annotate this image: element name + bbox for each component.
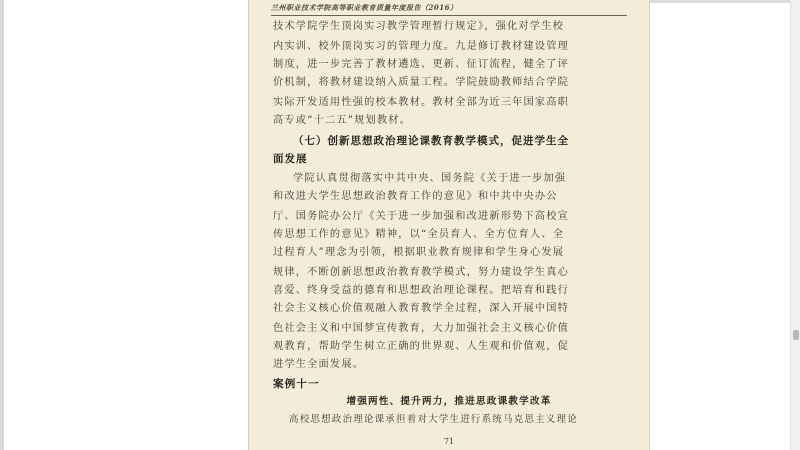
body-line: 价机制，将教材建设纳入质量工程。学院鼓励教师结合学院 (273, 77, 570, 88)
viewer-top-strip (650, 0, 790, 3)
vertical-scrollbar[interactable] (790, 0, 800, 450)
page-number: 71 (443, 437, 455, 446)
header-rule (271, 15, 627, 16)
running-header: 兰州职业技术学院高等职业教育质量年度报告（2016） (271, 3, 458, 12)
body-line: 学院认真贯彻落实中共中央、国务院《关于进一步加强 (293, 173, 567, 184)
body-line: 和改进大学生思想政治教育工作的意见》和中共中央办公 (273, 191, 558, 202)
body-line: 厅、国务院办公厅《关于进一步加强和改进新形势下高校宣 (273, 211, 570, 222)
body-line: 高专或“十二五”规划教材。 (273, 115, 412, 126)
body-line: 色社会主义和中国梦宣传教育，大力加强社会主义核心价值 (273, 323, 570, 334)
document-page (249, 0, 649, 450)
case-body-line: 高校思想政治理论课承担着对大学生进行系统马克思主义理论 (289, 414, 578, 425)
body-line: 社会主义核心价值观融入教育教学全过程，深入开展中国特 (273, 303, 570, 314)
body-line: 规律，不断创新思想政治教育教学模式，努力建设学生真心 (273, 267, 570, 278)
case-title: 增强两性、提升两力，推进思政课教学改革 (346, 396, 552, 407)
body-line: 观教育，帮助学生树立正确的世界观、人生观和价值观，促 (273, 341, 570, 352)
body-line: 过程育人”理念为引领，根据职业教育规律和学生身心发展 (273, 247, 565, 258)
section-heading: （七）创新思想政治理论课教育教学模式，促进学生全 (293, 135, 569, 147)
body-line: 实际开发适用性强的校本教材。教材全部为近三年国家高职 (273, 97, 570, 108)
body-line: 传思想工作的意见》精神，以“全员育人、全方位育人、全 (273, 229, 565, 240)
body-line: 进学生全面发展。 (273, 359, 365, 370)
case-label: 案例十一 (273, 378, 320, 390)
body-line: 喜爱、终身受益的德育和思想政治理论课程。把培育和践行 (273, 285, 570, 296)
body-line: 技术学院学生顶岗实习教学管理暂行规定》，强化对学生校 (273, 21, 564, 32)
scrollbar-thumb[interactable] (793, 330, 799, 340)
body-line: 内实训、校外顶岗实习的管理力度。九是修订教材建设管理 (273, 41, 570, 52)
section-heading-cont: 面发展 (273, 153, 308, 165)
body-line: 制度，进一步完善了教材遴选、更新、征订流程，健全了评 (273, 59, 570, 70)
